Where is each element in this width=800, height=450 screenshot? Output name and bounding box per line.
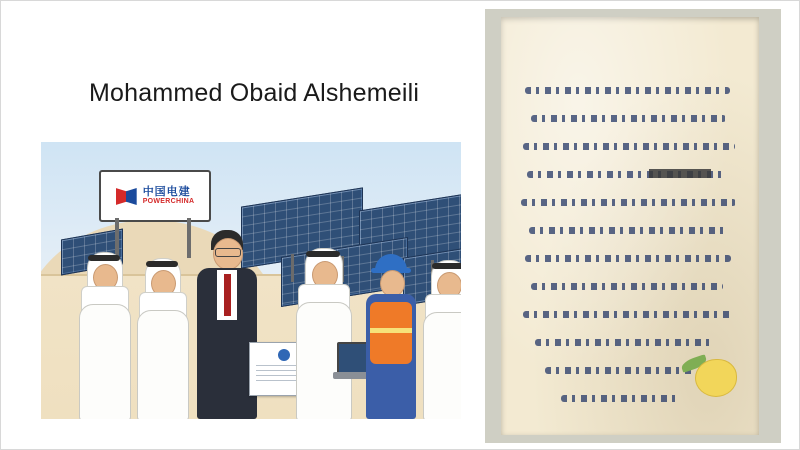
handwritten-line — [531, 283, 723, 290]
agal — [432, 263, 461, 269]
agal — [88, 255, 120, 261]
handwritten-line — [531, 115, 726, 122]
handwritten-line — [521, 199, 736, 206]
handwritten-line — [525, 87, 730, 94]
handwritten-line — [525, 255, 731, 262]
person-figure — [419, 260, 461, 419]
person-figure — [133, 258, 191, 419]
powerchina-logo-icon — [116, 185, 138, 207]
handwritten-line — [523, 311, 733, 318]
glasses-icon — [215, 248, 241, 257]
kandura — [79, 304, 131, 419]
kandura — [137, 310, 189, 419]
billboard-english-text: POWERCHINA — [142, 198, 195, 206]
handwritten-line — [545, 367, 695, 374]
lemon-drawing — [695, 359, 737, 397]
handwritten-line — [529, 227, 727, 234]
agal — [306, 251, 340, 257]
construction-worker — [361, 254, 421, 419]
necktie — [224, 274, 231, 316]
handwritten-arabic-letter-photo — [485, 9, 781, 443]
handwritten-line — [535, 339, 715, 346]
face — [380, 270, 405, 297]
safety-vest — [370, 302, 412, 364]
seal-icon — [278, 349, 290, 361]
kandura — [423, 312, 461, 419]
letter-paper — [501, 17, 759, 435]
vest-reflective-stripe — [370, 328, 412, 333]
redacted-text-bar — [649, 169, 711, 178]
billboard-chinese-text: 中国电建 — [142, 185, 191, 198]
solar-project-handover-illustration — [41, 142, 461, 419]
powerchina-billboard — [99, 170, 211, 222]
handwritten-line — [561, 395, 681, 402]
page-title: Mohammed Obaid Alshemeili — [89, 79, 420, 107]
handwritten-line — [523, 143, 735, 150]
person-figure — [75, 252, 133, 419]
person-figure — [293, 248, 355, 419]
agal — [146, 261, 178, 267]
